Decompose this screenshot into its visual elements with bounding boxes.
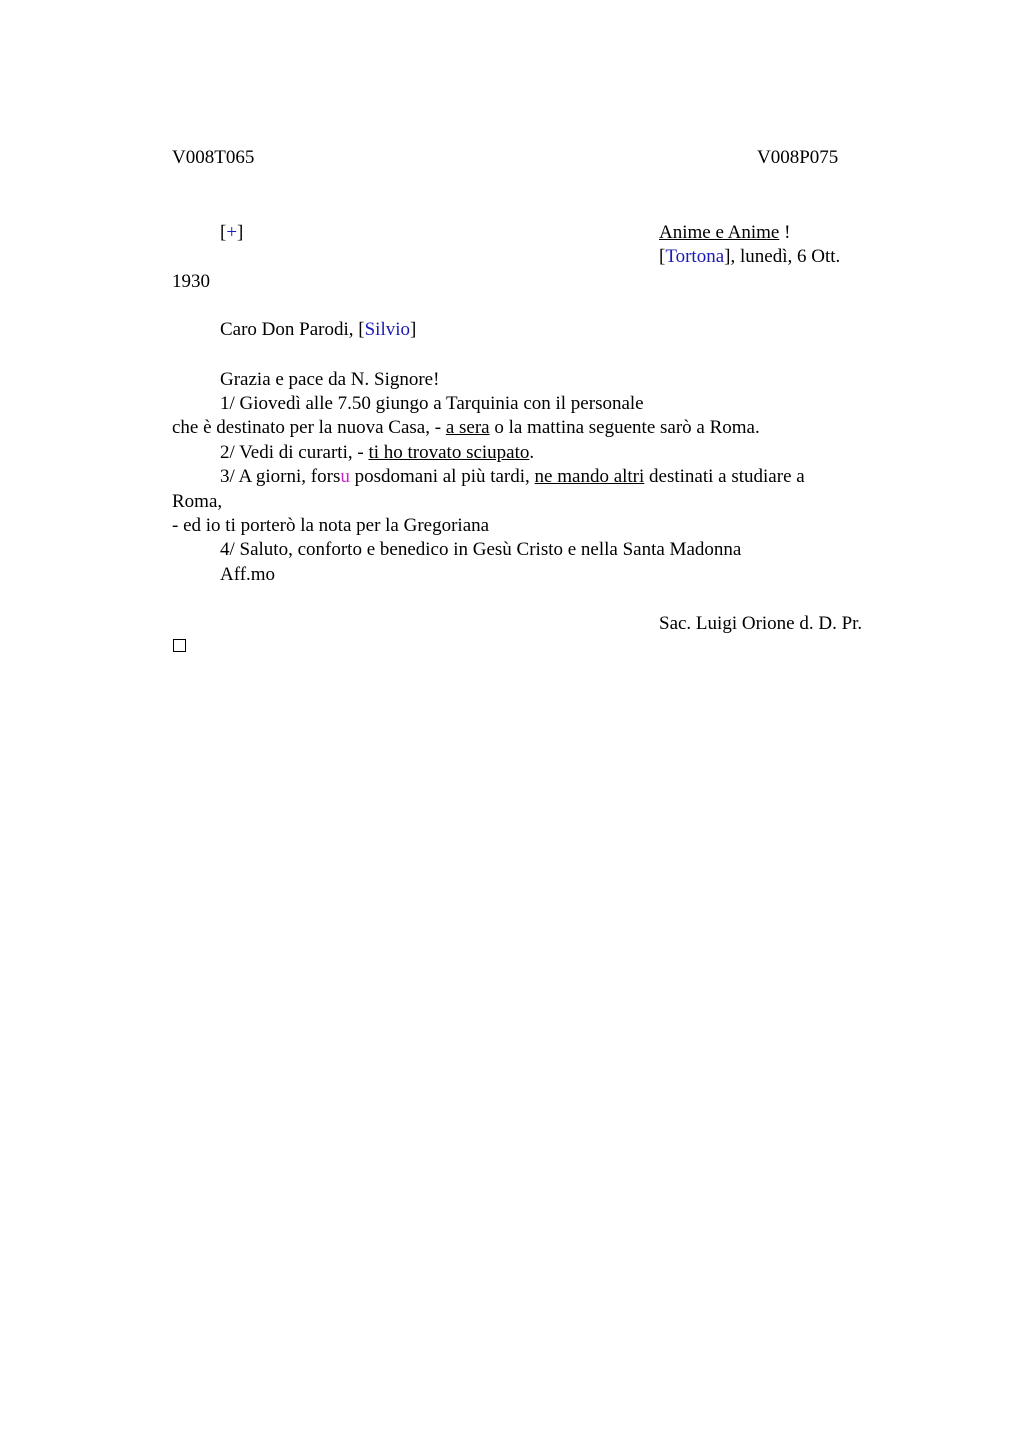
date-text: ], lunedì, 6 Ott.	[724, 246, 841, 267]
salutation-close: ]	[410, 319, 417, 340]
point-1-text-a: che è destinato per la nuova Casa, -	[172, 417, 446, 438]
signature: Sac. Luigi Orione d. D. Pr.	[659, 613, 863, 634]
closing: Aff.mo	[220, 564, 276, 585]
volume-code-left: V008T065	[172, 147, 255, 168]
point-2	[220, 441, 534, 465]
salutation	[220, 318, 416, 342]
letter-title-underlined: Anime e Anime	[659, 222, 780, 243]
point-3-text-a: 3/ A giorni, fors	[220, 466, 341, 487]
point-2-underlined: ti ho trovato sciupato	[368, 442, 530, 463]
point-2-text-b: .	[529, 442, 535, 463]
place-date	[659, 245, 840, 269]
letter-title	[659, 221, 790, 245]
volume-code-right: V008P075	[757, 147, 839, 168]
salutation-text: Caro Don Parodi, [	[220, 319, 365, 340]
cross-mark	[220, 221, 243, 245]
cross-icon: +	[226, 222, 238, 243]
recipient-name: Silvio	[364, 319, 410, 340]
greeting: Grazia e pace da N. Signore!	[220, 369, 440, 390]
place-name: Tortona	[665, 246, 725, 267]
bracket-open: [	[220, 222, 227, 243]
letter-title-suffix: !	[779, 222, 791, 243]
bracket-close: ]	[237, 222, 244, 243]
point-3-line-1	[220, 465, 805, 489]
point-3-text-b: posdomani al più tardi,	[349, 466, 535, 487]
date-year: 1930	[172, 271, 210, 292]
point-3-underlined: ne mando altri	[534, 466, 645, 487]
end-square-icon	[173, 639, 186, 652]
place-bracket-open: [	[659, 246, 666, 267]
point-1-underlined: a sera	[445, 417, 490, 438]
point-3-text-c: destinati a studiare a	[644, 466, 805, 487]
point-3-correction: u	[340, 466, 350, 487]
point-2-text-a: 2/ Vedi di curarti, -	[220, 442, 369, 463]
point-1-line-2	[172, 416, 760, 440]
point-3-line-3: - ed io ti porterò la nota per la Gregoriana	[172, 515, 490, 536]
point-4: 4/ Saluto, conforto e benedico in Gesù Cristo e nella Santa Madonna	[220, 539, 742, 560]
point-3-line-2: Roma,	[172, 491, 223, 512]
point-1-line-1: 1/ Giovedì alle 7.50 giungo a Tarquinia con il personale	[220, 393, 644, 414]
point-1-text-b: o la mattina seguente sarò a Roma.	[489, 417, 760, 438]
